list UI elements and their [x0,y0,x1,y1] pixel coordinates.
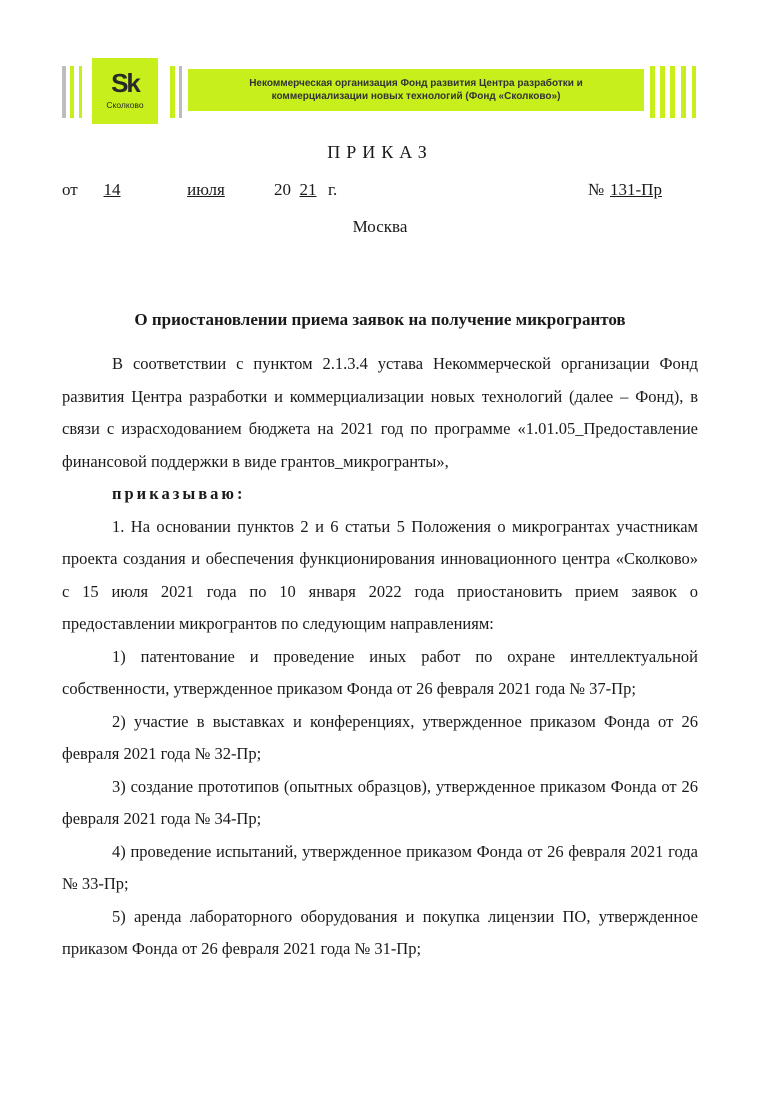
order-number-prefix: № [588,180,605,199]
org-name-line1: Некоммерческая организация Фонд развития Центра разработки и [249,78,583,89]
document-subject: О приостановлении приема заявок на получение микрогрантов [134,310,626,329]
list-item: 3) создание прототипов (опытных образцов), утвержденное приказом Фонда от 26 февраля 2021 года № 34-Пр; [62,776,698,828]
org-name-band [188,69,644,111]
left-accent-bar [62,66,66,118]
skolkovo-logo [92,58,158,124]
right-accent-bar [670,66,675,118]
date-year-suffix: 21 [299,180,317,199]
preamble-paragraph: В соответствии с пунктом 2.1.3.4 устава Некоммерческой организации Фонд развития Центра разработки и коммерциализации новых технологий (далее – Фонд), в связи с израсходованием бюджета на 2021 год по программе «1.01.05_Предоставление финансовой поддержки в виде грантов_микрогранты», [62,354,698,471]
date-month: июля [187,180,225,199]
clause-paragraph: 1. На основании пунктов 2 и 6 статьи 5 Положения о микрогрантах участникам проекта создания и обеспечения функционирования инновационного центра «Сколково» с 15 июля 2021 года по 10 января 2022 года приостановить прием заявок о предоставлении микрогрантов по следующим направлениям: [62,516,698,633]
logo-mark: Sk [111,68,139,98]
list-item: 5) аренда лабораторного оборудования и покупка лицензии ПО, утвержденное приказом Фонда от 26 февраля 2021 года № 31-Пр; [62,906,698,958]
list-item: 4) проведение испытаний, утвержденное приказом Фонда от 26 февраля 2021 года № 33-Пр; [62,841,698,893]
order-number: 131-Пр [610,180,662,199]
date-prefix: от [62,180,78,199]
order-word: приказываю: [112,484,246,503]
separator-bar [170,66,175,118]
right-accent-bar [681,66,686,118]
org-name-line2: коммерциализации новых технологий (Фонд «Сколково») [271,91,561,102]
right-accent-bar [650,66,655,118]
list-item: 2) участие в выставках и конференциях, утвержденное приказом Фонда от 26 февраля 2021 года № 32-Пр; [62,711,698,763]
logo-name: Сколково [106,100,144,110]
city: Москва [352,217,408,236]
org-name [188,77,644,103]
document-body [62,348,698,966]
left-accent-bar [79,66,82,118]
list-item: 1) патентование и проведение иных работ по охране интеллектуальной собственности, утвержденное приказом Фонда от 26 февраля 2021 года № 37-Пр; [62,646,698,698]
separator-bar [179,66,182,118]
document-title: ПРИКАЗ [327,142,433,162]
date-year-mark: г. [328,180,338,199]
right-accent-bar [692,66,696,118]
left-accent-bar [70,66,74,118]
date-number-line [62,180,702,202]
date-year-prefix: 20 [274,180,291,199]
letterhead [60,58,700,126]
date-day: 14 [103,180,121,199]
right-accent-bar [660,66,665,118]
